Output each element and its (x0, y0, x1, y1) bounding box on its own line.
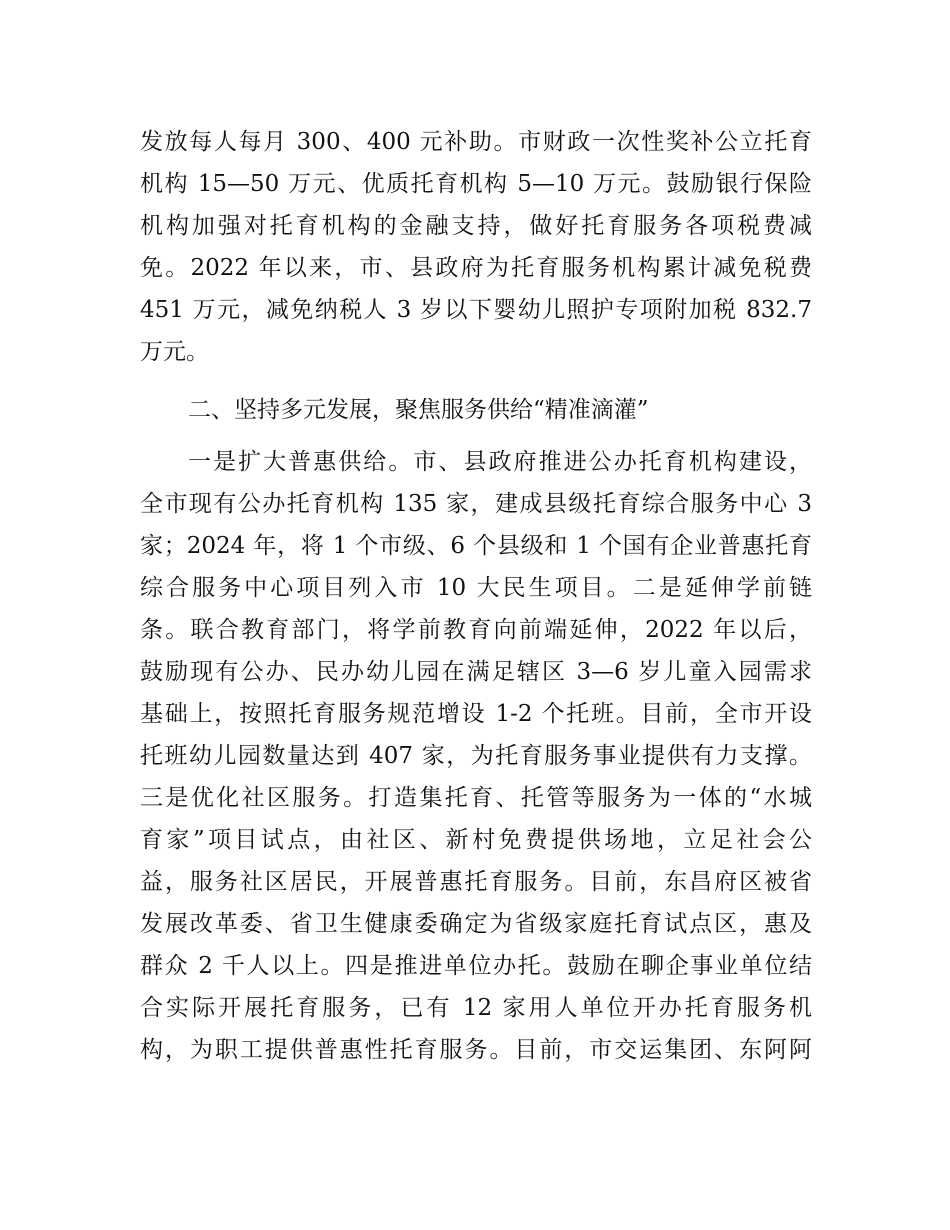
text-line: 机构加强对托育机构的金融支持，做好托育服务各项税费减 (140, 213, 812, 239)
text-line: 发放每人每月 300、400 元补助。市财政一次性奖补公立托育 (140, 129, 812, 155)
text-line: 家；2024 年，将 1 个市级、6 个县级和 1 个国有企业普惠托育 (140, 533, 812, 559)
text-line: 合实际开展托育服务，已有 12 家用人单位开办托育服务机 (140, 995, 812, 1021)
text-line: 基础上，按照托育服务规范增设 1-2 个托班。目前，全市开设 (140, 701, 812, 727)
section-heading: 二、坚持多元发展，聚焦服务供给“精准滴灌” (188, 397, 649, 423)
text-line: 三是优化社区服务。打造集托育、托管等服务为一体的“水城 (140, 785, 812, 811)
text-line: 免。2022 年以来，市、县政府为托育服务机构累计减免税费 (140, 255, 812, 281)
text-line: 益，服务社区居民，开展普惠托育服务。目前，东昌府区被省 (140, 869, 812, 895)
text-line: 发展改革委、省卫生健康委确定为省级家庭托育试点区，惠及 (140, 911, 812, 937)
text-line: 鼓励现有公办、民办幼儿园在满足辖区 3—6 岁儿童入园需求 (140, 659, 812, 685)
text-line: 育家”项目试点，由社区、新村免费提供场地，立足社会公 (140, 827, 812, 853)
text-line: 托班幼儿园数量达到 407 家，为托育服务事业提供有力支撑。 (140, 743, 812, 769)
text-line: 综合服务中心项目列入市 10 大民生项目。二是延伸学前链 (140, 575, 812, 601)
text-line: 全市现有公办托育机构 135 家，建成县级托育综合服务中心 3 (140, 491, 812, 517)
text-line: 一是扩大普惠供给。市、县政府推进公办托育机构建设， (188, 449, 812, 475)
text-line: 条。联合教育部门，将学前教育向前端延伸，2022 年以后， (140, 617, 812, 643)
text-line: 451 万元，减免纳税人 3 岁以下婴幼儿照护专项附加税 832.7 (140, 297, 812, 323)
text-line: 万元。 (140, 339, 209, 365)
text-line: 构，为职工提供普惠性托育服务。目前，市交运集团、东阿阿 (140, 1037, 812, 1063)
text-line: 群众 2 千人以上。四是推进单位办托。鼓励在聊企事业单位结 (140, 953, 812, 979)
text-line: 机构 15—50 万元、优质托育机构 5—10 万元。鼓励银行保险 (140, 171, 812, 197)
